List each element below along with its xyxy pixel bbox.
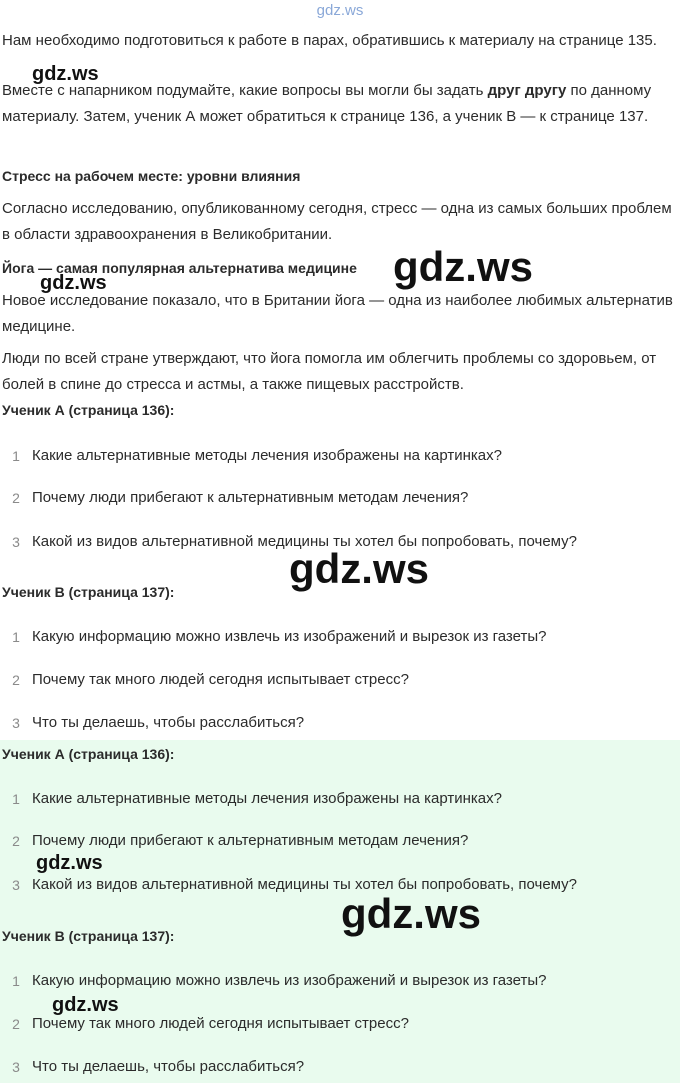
top-watermark: gdz.ws (316, 2, 364, 19)
item-number: 1 (12, 629, 20, 645)
watermark: gdz.ws (36, 852, 103, 874)
item-number: 2 (12, 672, 20, 688)
item-number: 1 (12, 973, 20, 989)
answer-section-b-heading: Ученик В (страница 137): (2, 928, 175, 944)
item-text: Что ты делаешь, чтобы расслабиться? (32, 714, 305, 731)
article-heading-stress: Стресс на рабочем месте: уровни влияния (2, 168, 301, 184)
item-number: 3 (12, 715, 20, 731)
item-text: Почему люди прибегают к альтернативным методам лечения? (32, 832, 469, 849)
article-paragraph-stress: Согласно исследованию, опубликованному сегодня, стресс — одна из самых больших проблем в области здравоохранения в Великобритании. (2, 200, 672, 243)
article-paragraph-people: Люди по всей стране утверждают, что йога помогла им облегчить проблемы со здоровьем, от болей в спине до стресса и астмы, а также пищевых расстройств. (2, 350, 657, 393)
item-text: Что ты делаешь, чтобы расслабиться? (32, 1058, 305, 1075)
item-text: Какой из видов альтернативной медицины ты хотел бы попробовать, почему? (32, 876, 577, 893)
item-number: 1 (12, 448, 20, 464)
watermark: gdz.ws (40, 272, 107, 294)
item-text: Какой из видов альтернативной медицины ты хотел бы попробовать, почему? (32, 533, 577, 550)
intro-paragraph-2 (2, 78, 678, 130)
item-number: 3 (12, 1059, 20, 1075)
item-number: 2 (12, 490, 20, 506)
section-a-heading: Ученик А (страница 136): (2, 402, 175, 418)
watermark: gdz.ws (341, 890, 482, 937)
section-b-heading: Ученик В (страница 137): (2, 584, 175, 600)
item-text: Почему так много людей сегодня испытывает стресс? (32, 671, 409, 688)
article-heading-yoga: Йога — самая популярная альтернатива медицине (2, 260, 357, 276)
intro-paragraph-1: Нам необходимо подготовиться к работе в парах, обратившись к материалу на странице 135. (2, 32, 657, 49)
item-text: Какую информацию можно извлечь из изображений и вырезок из газеты? (32, 628, 547, 645)
item-number: 2 (12, 1016, 20, 1032)
watermark: gdz.ws (289, 545, 430, 592)
item-text: Какие альтернативные методы лечения изображены на картинках? (32, 790, 502, 807)
item-text: Почему так много людей сегодня испытывает стресс? (32, 1015, 409, 1032)
item-number: 1 (12, 791, 20, 807)
answer-section-a-heading: Ученик А (страница 136): (2, 746, 175, 762)
item-number: 3 (12, 534, 20, 550)
intro-bold-phrase: друг другу (487, 82, 567, 99)
intro-text-end: по данному материалу. Затем, ученик А может обратиться к странице 136, а ученик В — к странице 137. (2, 82, 652, 125)
item-text: Какую информацию можно извлечь из изображений и вырезок из газеты? (32, 972, 547, 989)
watermark: gdz.ws (52, 994, 119, 1016)
item-number: 3 (12, 877, 20, 893)
item-text: Какие альтернативные методы лечения изображены на картинках? (32, 447, 502, 464)
item-number: 2 (12, 833, 20, 849)
watermark: gdz.ws (393, 243, 534, 290)
intro-text-start: Вместе с напарником подумайте, какие вопросы вы могли бы задать (2, 82, 488, 99)
watermark: gdz.ws (32, 63, 99, 85)
item-text: Почему люди прибегают к альтернативным методам лечения? (32, 489, 469, 506)
article-paragraph-yoga: Новое исследование показало, что в Британии йога — одна из наиболее любимых альтернатив медицине. (2, 292, 673, 335)
